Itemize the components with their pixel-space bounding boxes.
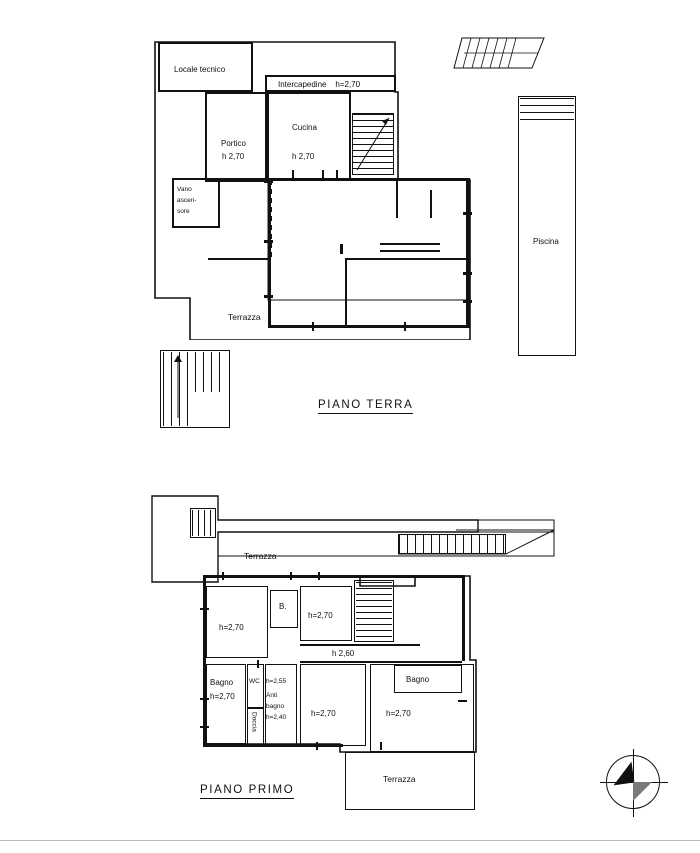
tick-first-4 [200,608,209,610]
room-cucina-label: Cucina [292,123,317,132]
tick-ground-11 [312,322,314,331]
room-piscina-steps [520,98,574,124]
tick-first-9 [380,742,382,750]
tick-first-5 [200,698,209,700]
wall-ground-south [268,325,470,328]
room-vano-ascensore-l1: Vano [177,186,192,193]
wall-ground-partition-2 [345,258,470,260]
room-doccia-label: Doccia [250,712,258,732]
annotation-h-255: h=2,55 [266,678,287,685]
room-piscina-label: Piscina [533,237,559,246]
wall-ground-partition-4 [380,243,440,245]
wall-ground-partition-1 [208,258,270,260]
room-camera-est [370,664,474,752]
room-bagno-ovest-label: Bagno [210,678,234,687]
tick-ground-10 [340,244,343,254]
tick-first-3 [318,572,320,580]
axis-line-ground [270,180,272,260]
room-bagno-piccolo-label: B. [279,602,287,611]
room-wc-label: WC [249,678,260,685]
room-vano-ascensore-l2: ascen- [177,197,197,204]
tick-first-10 [458,700,467,702]
wall-ground-partition-7 [430,190,432,218]
room-locale-tecnico-label: Locale tecnico [174,65,226,74]
room-disimpegno-height: h 2,60 [332,649,355,658]
room-cucina-height: h 2,70 [292,152,315,161]
wall-ground-partition-5 [380,250,440,252]
room-camera-centro-height: h=2,70 [311,709,336,718]
wall-first-corridor-top [300,644,420,646]
wall-first-north [203,575,465,578]
floor-title-first: PIANO PRIMO [200,784,294,799]
wall-ground-partition-6 [396,178,398,218]
room-terrazza-first-label: Terrazza [244,551,277,561]
wall-ground-east [466,178,470,328]
room-terrazza-ground-label: Terrazza [228,312,261,322]
room-antibagno-l2: bagno [266,703,285,710]
tick-ground-7 [463,212,472,215]
room-intercapedine-label: Intercapedine h=2,70 [278,80,361,89]
room-camera-centro [300,664,366,746]
room-portico-label: Portico [221,139,246,148]
floor-title-ground: PIANO TERRA [318,399,413,414]
compass-needle-south [633,782,652,801]
room-camera-ovest-height: h=2,70 [219,623,244,632]
tick-ground-8 [463,272,472,275]
wall-first-east [462,575,465,661]
stair-first-topleft-treads [192,510,214,536]
stair-first-right-outline [396,528,556,560]
room-camera-ovest [206,586,268,658]
tick-ground-12 [404,322,406,331]
tick-ground-2 [322,170,324,179]
room-antibagno-l1: Anti [266,692,278,699]
sheet-bottom-rule [0,840,700,841]
wall-first-corridor-bottom [300,661,462,663]
tick-ground-1 [292,170,294,179]
north-compass-rose [606,755,660,809]
stair-top-right-plan [452,36,548,72]
room-portico-height: h 2,70 [222,152,245,161]
compass-needle-north [611,762,635,786]
tick-first-6 [200,726,209,728]
wall-ground-north [208,178,470,181]
stair-first-internal-treads [356,582,392,640]
tick-first-2 [290,572,292,580]
room-vano-ascensore-l3: sore [177,208,190,215]
room-bagno-est-label: Bagno [406,675,430,684]
room-antibagno-l3: h=2,40 [266,714,287,721]
ground-floor-outline [150,40,490,340]
room-camera-nord-height: h=2,70 [308,611,333,620]
tick-ground-3 [336,170,338,179]
room-bagno-ovest-height: h=2,70 [210,692,235,701]
room-piscina [518,96,576,356]
tick-first-7 [257,660,259,668]
room-terrazza-sud-label: Terrazza [383,774,416,784]
wall-ground-partition-3 [345,258,347,328]
tick-ground-9 [463,300,472,303]
stair-ground-external-arrow [166,352,190,422]
tick-first-8 [316,742,318,750]
tick-ground-6 [264,295,273,298]
room-bagno-ovest [206,664,246,744]
room-wc [247,664,264,708]
tick-first-1 [222,572,224,580]
room-camera-est-height: h=2,70 [386,709,411,718]
